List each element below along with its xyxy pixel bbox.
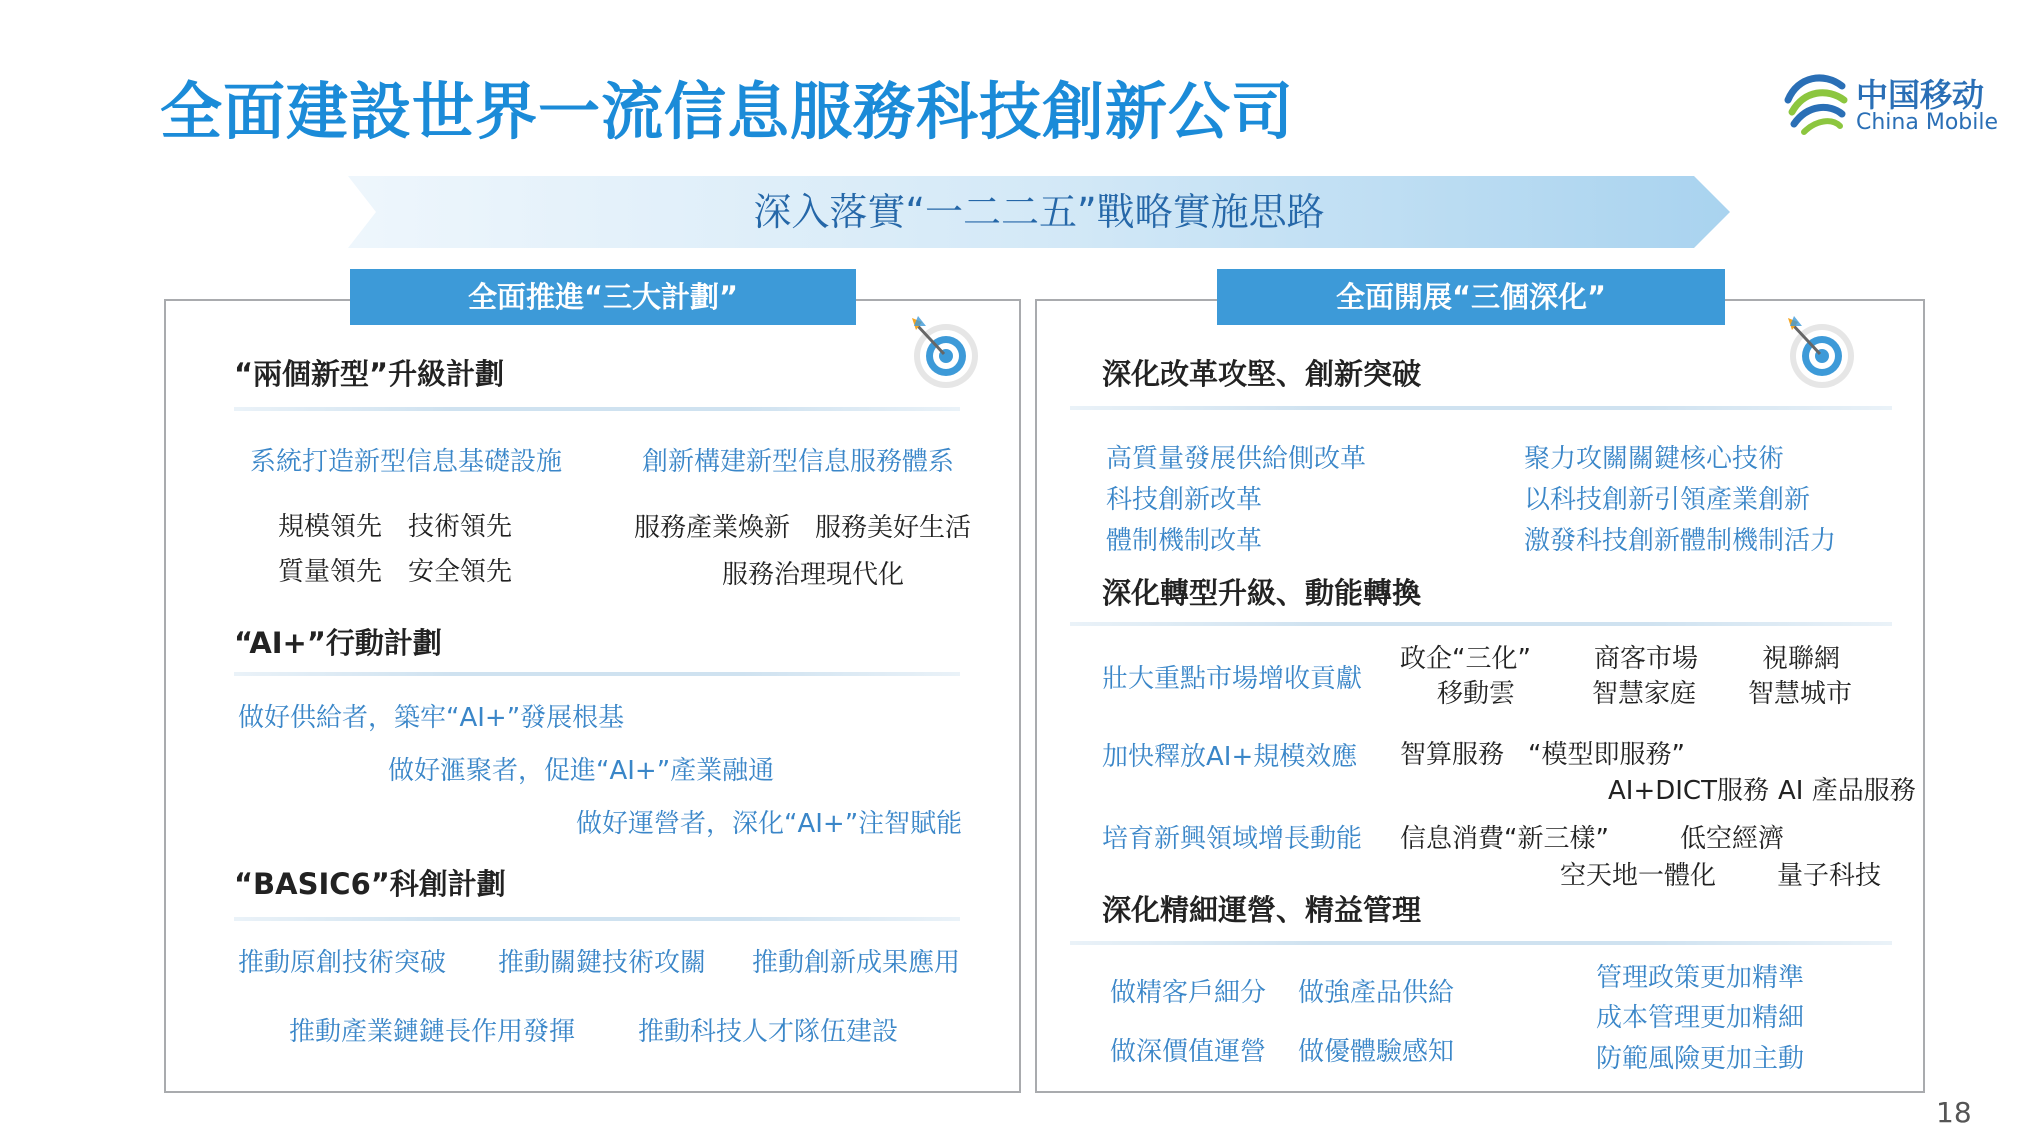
initiative-text: 體制機制改革	[1106, 526, 1263, 556]
initiative-text: 推動創新成果應用	[752, 948, 961, 978]
section-divider	[1070, 622, 1892, 626]
logo-chinese-text: 中国移动	[1856, 76, 1985, 114]
section-heading: “兩個新型”升級計劃	[234, 357, 505, 391]
item-text: 智慧家庭	[1592, 679, 1697, 709]
initiative-text: 系統打造新型信息基礎設施	[250, 447, 563, 477]
section-heading: 深化精細運營、精益管理	[1102, 893, 1422, 927]
section-divider	[234, 917, 960, 921]
china-mobile-logo	[1780, 66, 2000, 146]
target-dart-icon	[904, 312, 984, 392]
target-dart-icon	[1780, 312, 1860, 392]
initiative-text: 推動原創技術突破	[238, 948, 447, 978]
initiative-text: 管理政策更加精準	[1596, 963, 1805, 993]
item-text: 視聯網	[1762, 644, 1841, 674]
initiative-text: 高質量發展供給側改革	[1106, 444, 1367, 474]
item-text: 信息消費“新三樣”	[1400, 824, 1609, 854]
logo-english-text: China Mobile	[1856, 110, 1999, 135]
initiative-text: 防範風險更加主動	[1596, 1044, 1805, 1074]
item-text: 服務治理現代化	[722, 560, 905, 590]
initiative-text: 做深價值運營	[1110, 1037, 1267, 1067]
initiative-text: 推動關鍵技術攻關	[498, 948, 707, 978]
initiative-text: 做強產品供給	[1298, 978, 1455, 1008]
initiative-text: 創新構建新型信息服務體系	[642, 447, 955, 477]
initiative-text: 科技創新改革	[1106, 485, 1263, 515]
left-panel-tab: 全面推進“三大計劃”	[350, 269, 856, 325]
section-divider	[1070, 406, 1892, 410]
item-text: 技術領先	[408, 512, 513, 542]
page-title: 全面建設世界一流信息服務科技創新公司	[160, 75, 1295, 148]
item-text: 服務產業煥新	[634, 513, 791, 543]
item-text: 量子科技	[1777, 861, 1882, 891]
item-text: 政企“三化”	[1400, 644, 1531, 674]
section-divider	[234, 672, 960, 676]
item-text: 空天地一體化	[1560, 861, 1717, 891]
item-text: AI+DICT服務	[1608, 776, 1769, 806]
initiative-text: 做好供給者，築牢“AI+”發展根基	[238, 703, 625, 733]
section-divider	[1070, 941, 1892, 945]
initiative-text: 聚力攻關關鍵核心技術	[1524, 444, 1785, 474]
section-heading: 深化轉型升級、動能轉換	[1102, 576, 1422, 610]
item-text: 智慧城市	[1748, 679, 1853, 709]
item-text: 規模領先	[278, 512, 383, 542]
right-panel-tab: 全面開展“三個深化”	[1217, 269, 1725, 325]
initiative-label: 培育新興領域增長動能	[1102, 824, 1363, 854]
initiative-text: 推動產業鏈鏈長作用發揮	[289, 1017, 576, 1047]
initiative-text: 激發科技創新體制機制活力	[1524, 526, 1837, 556]
initiative-text: 推動科技人才隊伍建設	[638, 1017, 899, 1047]
item-text: 智算服務	[1400, 740, 1505, 770]
item-text: “模型即服務”	[1528, 740, 1685, 770]
item-text: 安全領先	[408, 557, 513, 587]
initiative-text: 做好運營者，深化“AI+”注智賦能	[576, 809, 963, 839]
item-text: 移動雲	[1437, 679, 1516, 709]
initiative-text: 做精客戶細分	[1110, 978, 1267, 1008]
initiative-text: 做好滙聚者，促進“AI+”產業融通	[388, 756, 775, 786]
initiative-label: 壯大重點市場增收貢獻	[1102, 664, 1363, 694]
banner-text: 深入落實“一二二五”戰略實施思路	[753, 190, 1325, 234]
section-divider	[234, 407, 960, 411]
page-number: 18	[1936, 1096, 1972, 1129]
china-mobile-logo-icon	[1780, 66, 1852, 138]
initiative-text: 成本管理更加精細	[1596, 1003, 1805, 1033]
item-text: AI 產品服務	[1778, 776, 1916, 806]
initiative-text: 以科技創新引領產業創新	[1524, 485, 1811, 515]
section-heading: “BASIC6”科創計劃	[234, 867, 506, 901]
section-heading: 深化改革攻堅、創新突破	[1102, 357, 1422, 391]
initiative-label: 加快釋放AI+規模效應	[1102, 742, 1358, 772]
item-text: 商客市場	[1594, 644, 1699, 674]
strategy-banner	[348, 176, 1730, 248]
item-text: 低空經濟	[1680, 824, 1785, 854]
item-text: 質量領先	[278, 557, 383, 587]
item-text: 服務美好生活	[815, 513, 972, 543]
section-heading: “AI+”行動計劃	[234, 626, 442, 660]
initiative-text: 做優體驗感知	[1298, 1037, 1455, 1067]
